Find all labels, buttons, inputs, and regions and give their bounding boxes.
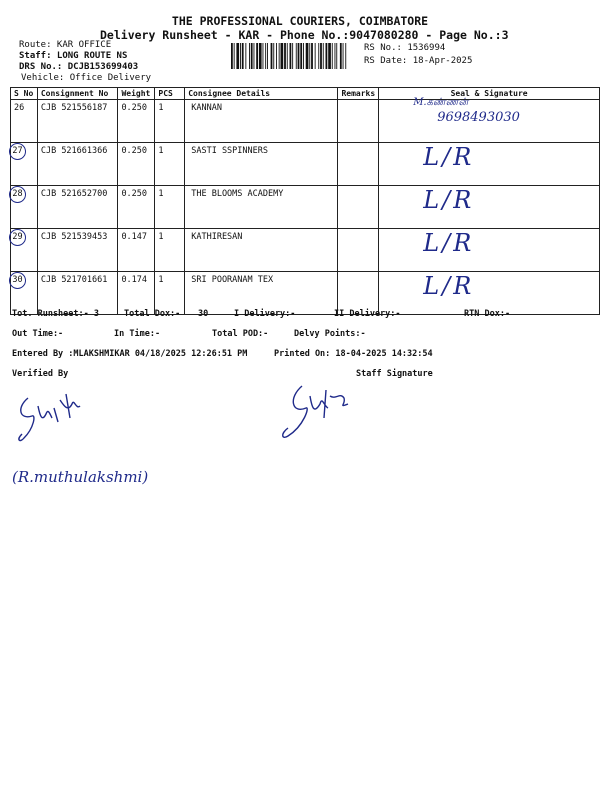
cell-pcs: 1 <box>155 186 185 229</box>
cell-sno <box>11 186 38 229</box>
barcode-bar <box>259 43 262 69</box>
times-line <box>12 329 366 339</box>
table-row <box>11 186 600 229</box>
signature-mark: L/R <box>423 229 475 257</box>
cell-consignment: CJB 521661366 <box>37 143 118 186</box>
total-pod: Total POD:- <box>212 329 269 339</box>
barcode-bar <box>249 43 250 69</box>
rtn-dox: RTN Dox:- <box>464 309 511 319</box>
barcode-bar <box>254 43 255 69</box>
cell-remarks <box>338 229 379 272</box>
barcode-bar <box>245 43 246 69</box>
sno-value: 30 <box>9 272 26 289</box>
barcode-bar <box>300 43 302 69</box>
cell-sno <box>11 143 38 186</box>
delvy-points: Delvy Points:- <box>294 329 366 339</box>
signature-phone: 9698493030 <box>437 110 520 125</box>
barcode-bar <box>276 43 277 69</box>
col-header-remarks: Remarks <box>338 88 379 100</box>
barcode <box>230 43 348 69</box>
ii-delivery: II Delivery:- <box>334 309 401 319</box>
table-row <box>11 229 600 272</box>
cell-remarks <box>338 100 379 143</box>
barcode-bar <box>242 43 244 69</box>
barcode-bar <box>251 43 253 69</box>
barcode-bar <box>298 43 300 69</box>
cell-signature <box>379 229 600 272</box>
cell-consignee: SRI POORANAM TEX <box>185 272 338 315</box>
cell-consignee: KANNAN <box>185 100 338 143</box>
barcode-bar <box>231 43 233 69</box>
col-header-consignee: Consignee Details <box>185 88 338 100</box>
cell-pcs: 1 <box>155 143 185 186</box>
cell-weight: 0.250 <box>118 143 155 186</box>
barcode-bar <box>303 43 304 69</box>
col-header-sno: S No <box>11 88 38 100</box>
barcode-bar <box>323 43 324 69</box>
barcode-bar <box>336 43 337 69</box>
cell-consignment: CJB 521539453 <box>37 229 118 272</box>
cell-consignee: SASTI SSPINNERS <box>185 143 338 186</box>
barcode-bar <box>320 43 322 69</box>
cell-pcs: 1 <box>155 100 185 143</box>
barcode-bar <box>343 43 344 69</box>
runsheet-table <box>10 87 600 315</box>
document-title: THE PROFESSIONAL COURIERS, COIMBATORE <box>171 14 429 28</box>
col-header-pcs: PCS <box>155 88 185 100</box>
col-header-consignment: Consignment No <box>37 88 118 100</box>
cell-pcs: 1 <box>155 229 185 272</box>
barcode-bar <box>284 43 286 69</box>
barcode-bar <box>311 43 313 69</box>
i-delivery: I Delivery:- <box>234 309 296 319</box>
totals-line <box>12 309 510 319</box>
barcode-bar <box>265 43 266 69</box>
tot-runsheet: Tot. Runsheet:- 3 <box>12 309 99 319</box>
signature-name: M.கண்ணன் <box>413 97 469 108</box>
total-dox-value: 30 <box>198 309 209 319</box>
barcode-bar <box>281 43 284 69</box>
barcode-bar <box>234 43 235 69</box>
barcode-bar <box>287 43 288 69</box>
barcode-bar <box>326 43 328 69</box>
barcode-bar <box>267 43 268 69</box>
printed-on: Printed On: 18-04-2025 14:32:54 <box>274 349 433 359</box>
barcode-bar <box>240 43 241 69</box>
cell-consignee: THE BLOOMS ACADEMY <box>185 186 338 229</box>
staff-text: Staff: LONG ROUTE NS <box>19 51 128 61</box>
table-row <box>11 143 600 186</box>
cell-sno <box>11 229 38 272</box>
sno-value: 26 <box>14 103 25 113</box>
entered-line <box>12 349 433 359</box>
total-dox-label: Total Dox:- <box>124 309 181 319</box>
barcode-bar <box>332 43 333 69</box>
table-header-row <box>11 88 600 100</box>
cell-weight: 0.250 <box>118 186 155 229</box>
vehicle-text: Vehicle: Office Delivery <box>21 73 152 83</box>
barcode-bar <box>296 43 297 69</box>
cell-weight: 0.250 <box>118 100 155 143</box>
barcode-bar <box>256 43 258 69</box>
cell-signature <box>379 186 600 229</box>
staff-signature <box>274 378 364 448</box>
signature-mark: L/R <box>423 186 475 214</box>
sno-value: 29 <box>9 229 26 246</box>
barcode-bar <box>290 43 292 69</box>
signature-mark: L/R <box>423 272 475 300</box>
barcode-bar <box>315 43 316 69</box>
cell-consignment: CJB 521652700 <box>37 186 118 229</box>
verifier-signature <box>14 388 94 448</box>
cell-signature <box>379 97 600 143</box>
barcode-bar <box>345 43 346 69</box>
drs-number: DRS No.: DCJB153699403 <box>19 62 139 72</box>
staff-signature-label: Staff Signature <box>356 369 433 379</box>
barcode-bar <box>340 43 342 69</box>
cell-remarks <box>338 143 379 186</box>
col-header-signature: Seal & Signature <box>379 88 600 100</box>
cell-consignee: KATHIRESAN <box>185 229 338 272</box>
entered-by: Entered By :MLAKSHMIKAR 04/18/2025 12:26:51 PM <box>12 349 248 359</box>
signature-mark: L/R <box>423 143 475 171</box>
barcode-bar <box>306 43 309 69</box>
barcode-bar <box>318 43 319 69</box>
cell-signature <box>379 143 600 186</box>
barcode-bar <box>309 43 310 69</box>
cell-consignment: CJB 521556187 <box>37 100 118 143</box>
barcode-bar <box>273 43 274 69</box>
in-time: In Time:- <box>114 329 161 339</box>
barcode-bar <box>279 43 280 69</box>
rs-number: RS No.: 1536994 <box>364 43 446 53</box>
out-time: Out Time:- <box>12 329 64 339</box>
barcode-bar <box>236 43 239 69</box>
barcode-bar <box>292 43 293 69</box>
cell-pcs: 1 <box>155 272 185 315</box>
sno-value: 28 <box>9 186 26 203</box>
route-text: Route: KAR OFFICE <box>19 40 112 50</box>
barcode-bar <box>335 43 336 69</box>
verified-by-label: Verified By <box>12 369 69 379</box>
barcode-bar <box>328 43 331 69</box>
cell-remarks <box>338 186 379 229</box>
cell-weight: 0.174 <box>118 272 155 315</box>
handwritten-name: (R.muthulakshmi) <box>12 468 149 486</box>
barcode-bar <box>263 43 264 69</box>
col-header-weight: Weight <box>118 88 155 100</box>
barcode-bar <box>271 43 273 69</box>
rs-date: RS Date: 18-Apr-2025 <box>364 56 473 66</box>
cell-weight: 0.147 <box>118 229 155 272</box>
cell-sno <box>11 100 38 143</box>
sno-value: 27 <box>9 143 26 160</box>
cell-consignment: CJB 521701661 <box>37 272 118 315</box>
document-subtitle: Delivery Runsheet - KAR - Phone No.:9047080280 - Page No.:3 <box>100 28 509 42</box>
table-row <box>11 100 600 143</box>
